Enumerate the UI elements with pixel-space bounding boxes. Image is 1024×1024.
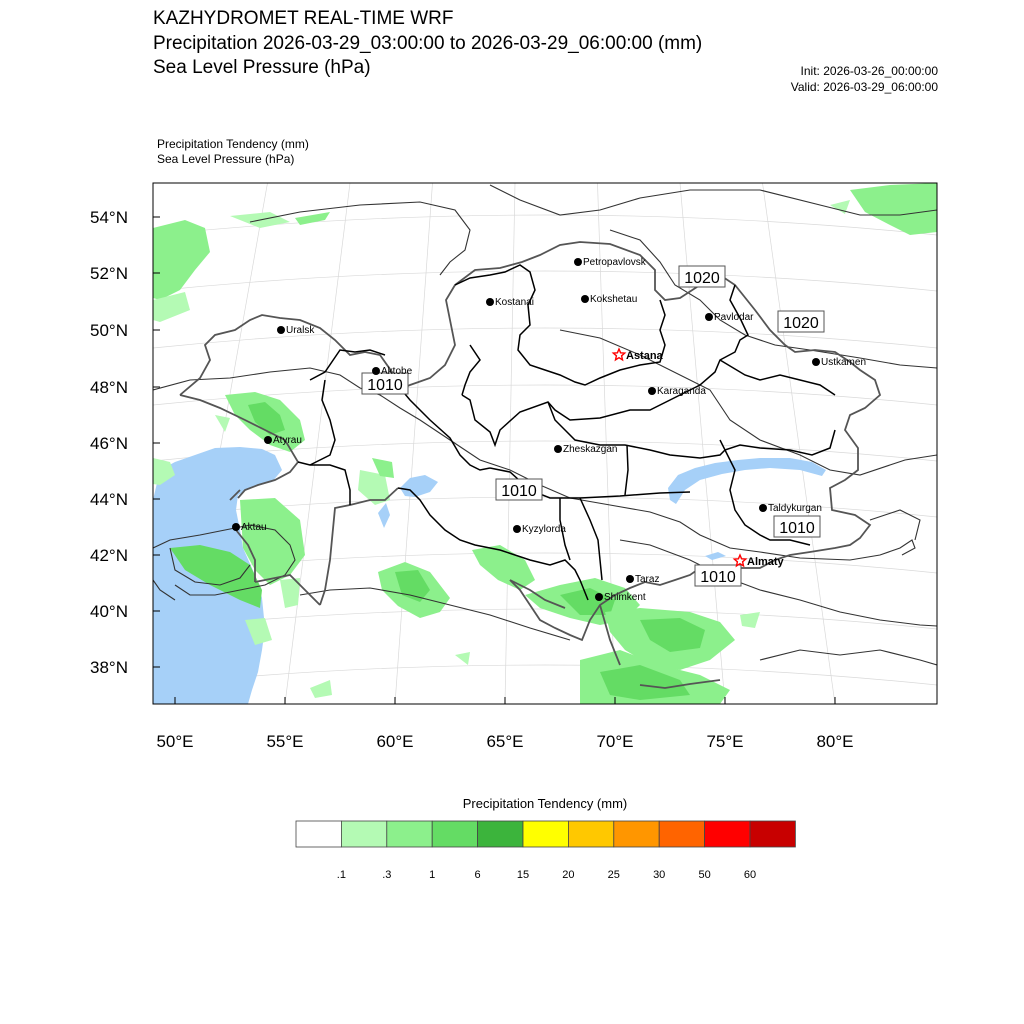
colorbar-label: 60 bbox=[743, 869, 757, 881]
city-label: Kostanai bbox=[495, 297, 534, 308]
isobar-label bbox=[778, 311, 824, 332]
isobar-label bbox=[679, 266, 725, 287]
slp-title: Sea Level Pressure (hPa) bbox=[153, 57, 371, 78]
colorbar-label: 1 bbox=[429, 869, 436, 881]
colorbar-swatch bbox=[478, 821, 523, 847]
lat-tick-label: 46°N bbox=[90, 434, 128, 453]
lon-tick-label: 75°E bbox=[706, 732, 744, 751]
city-marker-icon bbox=[581, 295, 589, 303]
colorbar bbox=[296, 821, 795, 881]
city-marker-icon bbox=[486, 298, 494, 306]
colorbar-swatch bbox=[750, 821, 795, 847]
colorbar-swatch bbox=[387, 821, 432, 847]
city-marker-icon bbox=[626, 575, 634, 583]
colorbar-label: 30 bbox=[653, 869, 666, 881]
colorbar-swatch bbox=[432, 821, 477, 847]
precip-field-label: Precipitation Tendency (mm) bbox=[157, 137, 309, 151]
city-kokshetau bbox=[581, 294, 637, 305]
title: KAZHYDROMET REAL-TIME WRF bbox=[153, 8, 454, 29]
city-marker-icon bbox=[232, 523, 240, 531]
colorbar-swatch bbox=[341, 821, 386, 847]
colorbar-label: 25 bbox=[607, 869, 620, 881]
colorbar-label: .3 bbox=[382, 869, 392, 881]
map-content bbox=[153, 183, 937, 704]
city-zheskazgan bbox=[554, 444, 617, 455]
city-marker-icon bbox=[513, 525, 521, 533]
city-label: Uralsk bbox=[286, 325, 315, 336]
svg-text:1010: 1010 bbox=[779, 520, 815, 537]
valid-time: Valid: 2026-03-29_06:00:00 bbox=[790, 80, 938, 94]
aral-sea-south bbox=[378, 503, 390, 528]
kapchagai bbox=[705, 552, 726, 560]
lat-tick-label: 54°N bbox=[90, 208, 128, 227]
precip-period-title: Precipitation 2026-03-29_03:00:00 to 2026-03-29_06:00:00 (mm) bbox=[153, 33, 703, 54]
lon-tick-label: 80°E bbox=[816, 732, 854, 751]
colorbar-swatch bbox=[659, 821, 704, 847]
svg-text:1020: 1020 bbox=[684, 270, 720, 287]
city-label: Taldykurgan bbox=[768, 503, 822, 514]
city-uralsk bbox=[277, 325, 315, 336]
city-taraz bbox=[626, 574, 659, 585]
colorbar-swatch bbox=[568, 821, 613, 847]
city-label: Kyzylorda bbox=[522, 524, 566, 535]
region-borders bbox=[298, 265, 835, 600]
lat-tick-label: 44°N bbox=[90, 490, 128, 509]
lat-tick-label: 48°N bbox=[90, 378, 128, 397]
cities bbox=[232, 257, 866, 603]
city-label: Zheskazgan bbox=[563, 444, 618, 455]
colorbar-label: .1 bbox=[336, 869, 346, 881]
colorbar-label: 50 bbox=[698, 869, 711, 881]
colorbar-title: Precipitation Tendency (mm) bbox=[462, 796, 628, 811]
lat-tick-label: 50°N bbox=[90, 321, 128, 340]
city-label: Aktau bbox=[241, 522, 267, 533]
lon-tick-label: 70°E bbox=[596, 732, 634, 751]
city-ustkamen bbox=[812, 357, 866, 368]
city-kyzylorda bbox=[513, 524, 566, 535]
city-marker-icon bbox=[264, 436, 272, 444]
city-label: Petropavlovsk bbox=[583, 257, 646, 268]
city-label: Atyrau bbox=[273, 435, 302, 446]
city-marker-icon bbox=[554, 445, 562, 453]
svg-text:1010: 1010 bbox=[700, 569, 736, 586]
capital-star-icon bbox=[734, 555, 745, 566]
svg-text:1010: 1010 bbox=[367, 377, 403, 394]
colorbar-swatch bbox=[296, 821, 341, 847]
lon-tick-label: 65°E bbox=[486, 732, 524, 751]
city-label: Ustkamen bbox=[821, 357, 867, 368]
city-label: Taraz bbox=[635, 574, 660, 585]
isobar-label bbox=[695, 565, 741, 586]
city-karaganda bbox=[648, 386, 706, 397]
init-time: Init: 2026-03-26_00:00:00 bbox=[800, 64, 938, 78]
colorbar-swatch bbox=[705, 821, 750, 847]
isobar-label bbox=[774, 516, 820, 537]
city-astana bbox=[613, 349, 663, 362]
svg-text:1020: 1020 bbox=[783, 315, 819, 332]
precipitation bbox=[153, 183, 937, 704]
city-label: Kokshetau bbox=[590, 294, 638, 305]
colorbar-swatch bbox=[523, 821, 568, 847]
city-marker-icon bbox=[705, 313, 713, 321]
lon-tick-label: 60°E bbox=[376, 732, 414, 751]
lon-tick-label: 55°E bbox=[266, 732, 304, 751]
lat-tick-label: 38°N bbox=[90, 658, 128, 677]
city-label: Pavlodar bbox=[714, 312, 754, 323]
city-marker-icon bbox=[595, 593, 603, 601]
city-label: Shimkent bbox=[604, 592, 646, 603]
lat-tick-label: 40°N bbox=[90, 602, 128, 621]
city-label: Karaganda bbox=[657, 386, 706, 397]
aral-sea bbox=[400, 475, 438, 497]
colorbar-label: 15 bbox=[516, 869, 530, 881]
city-pavlodar bbox=[705, 312, 754, 323]
city-marker-icon bbox=[372, 367, 380, 375]
city-label: Almaty bbox=[747, 556, 784, 568]
slp-field-label: Sea Level Pressure (hPa) bbox=[157, 152, 295, 166]
isobar-label bbox=[496, 479, 542, 500]
city-marker-icon bbox=[574, 258, 582, 266]
colorbar-label: 20 bbox=[562, 869, 575, 881]
city-almaty bbox=[734, 555, 784, 568]
colorbar-label: 6 bbox=[474, 869, 481, 881]
lake-balkhash bbox=[668, 458, 826, 504]
capital-star-icon bbox=[613, 349, 624, 360]
city-kostanai bbox=[486, 297, 534, 308]
city-label: Aktobe bbox=[381, 366, 413, 377]
isobar-labels bbox=[362, 266, 824, 586]
city-marker-icon bbox=[277, 326, 285, 334]
lon-tick-label: 50°E bbox=[156, 732, 194, 751]
city-marker-icon bbox=[812, 358, 820, 366]
svg-text:1010: 1010 bbox=[501, 483, 537, 500]
city-marker-icon bbox=[648, 387, 656, 395]
city-petropavlovsk bbox=[574, 257, 647, 268]
colorbar-swatch bbox=[614, 821, 659, 847]
city-marker-icon bbox=[759, 504, 767, 512]
lat-tick-label: 52°N bbox=[90, 264, 128, 283]
city-taldykurgan bbox=[759, 503, 822, 514]
lat-tick-label: 42°N bbox=[90, 546, 128, 565]
city-label: Astana bbox=[626, 350, 663, 362]
